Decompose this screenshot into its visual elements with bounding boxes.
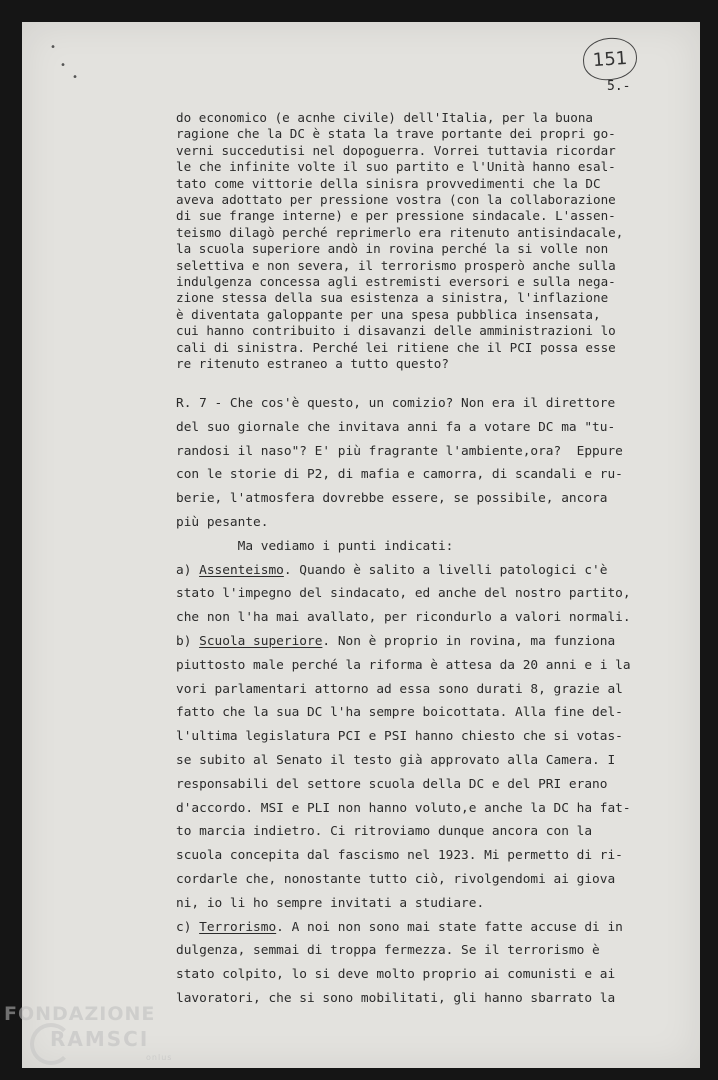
section-heading: Assenteismo — [199, 562, 284, 578]
question-line: di sue frange interne) e per pressione sindacale. L'assen- — [176, 208, 616, 224]
answer-line: ni, io li ho sempre invitati a studiare. — [176, 895, 485, 911]
answer-line: responsabili del settore scuola della DC e del PRI erano — [176, 776, 608, 792]
question-line: tato come vittorie della sinisra provvedimenti che la DC — [176, 175, 601, 191]
answer-line: b) Scuola superiore. Non è proprio in rovina, ma funziona — [176, 633, 616, 649]
answer-line: stato colpito, lo si deve molto proprio ai comunisti e ai — [176, 967, 616, 983]
question-paragraph — [176, 110, 676, 373]
question-line: do economico (e acnhe civile) dell'Italia, per la buona — [176, 110, 594, 125]
answer-line: a) Assenteismo. Quando è salito a livelli patologici c'è — [176, 562, 608, 578]
fondazione-gramsci-watermark — [4, 1003, 173, 1062]
answer-line: Ma vediamo i punti indicati: — [176, 538, 454, 554]
question-line: zione stessa della sua esistenza a sinistra, l'inflazione — [176, 290, 609, 306]
answer-line: to marcia indietro. Ci ritroviamo dunque ancora con la — [176, 824, 593, 840]
answer-line: lavoratori, che si sono mobilitati, gli hanno sbarrato la — [176, 990, 616, 1006]
logo-line2: RAMSCI — [50, 1027, 150, 1051]
answer-line: l'ultima legislatura PCI e PSI hanno chiesto che si votas- — [176, 729, 623, 745]
answer-line: piuttosto male perché la riforma è attesa da 20 anni e i la — [176, 657, 631, 673]
question-line: cui hanno contribuito i disavanzi delle amministrazioni lo — [176, 323, 616, 339]
logo-line1: FONDAZIONE — [4, 1003, 156, 1025]
question-line: indulgenza concessa agli estremisti eversori e sulla nega- — [176, 274, 616, 290]
question-line: ragione che la DC è stata la trave portante dei propri go- — [176, 126, 616, 142]
answer-line: più pesante. — [176, 514, 269, 530]
answer-line: dulgenza, semmai di troppa fermezza. Se il terrorismo è — [176, 943, 600, 959]
question-line: verni succedutisi nel dopoguerra. Vorrei tuttavia ricordar — [176, 142, 616, 158]
answer-line: berie, l'atmosfera dovrebbe essere, se possibile, ancora — [176, 491, 608, 507]
answer-line: R. 7 - Che cos'è questo, un comizio? Non era il direttore — [176, 396, 616, 411]
answer-line: vori parlamentari attorno ad essa sono durati 8, grazie al — [176, 681, 623, 697]
section-heading: Scuola superiore — [199, 633, 323, 649]
answer-line: che non l'ha mai avallato, per ricondurlo a valori normali. — [176, 610, 631, 626]
answer-line: d'accordo. MSI e PLI non hanno voluto,e anche la DC ha fat- — [176, 800, 631, 816]
question-line: teismo dilagò perché reprimerlo era ritenuto antisindacale, — [176, 224, 624, 240]
answer-line: c) Terrorismo. A noi non sono mai state fatte accuse di in — [176, 919, 623, 935]
answer-line: con le storie di P2, di mafia e camorra, di scandali e ru- — [176, 467, 623, 483]
margin-mark: • — [72, 72, 79, 83]
archive-number: 151 — [592, 47, 628, 71]
logo-suffix: onlus — [146, 1053, 173, 1062]
question-line: re ritenuto estraneo a tutto questo? — [176, 356, 449, 372]
section-heading: Terrorismo — [199, 919, 277, 935]
answer-line: cordarle che, nonostante tutto ciò, rivolgendomi ai giova — [176, 871, 616, 887]
question-line: cali di sinistra. Perché lei ritiene che il PCI possa esse — [176, 339, 616, 355]
answer-line: stato l'impegno del sindacato, ed anche del nostro partito, — [176, 586, 631, 602]
question-line: selettiva e non severa, il terrorismo prosperò anche sulla — [176, 257, 616, 273]
question-line: è diventata galoppante per una spesa pubblica insensata, — [176, 306, 601, 322]
question-line: aveva adottato per pressione vostra (con la collaborazione — [176, 192, 616, 208]
question-line: la scuola superiore andò in rovina perché la si volle non — [176, 241, 609, 257]
answer-line: scuola concepita dal fascismo nel 1923. Mi permetto di ri- — [176, 848, 623, 864]
answer-line: se subito al Senato il testo già approvato alla Camera. I — [176, 752, 616, 768]
question-line: le che infinite volte il suo partito e l'Unità hanno esal- — [176, 159, 616, 175]
margin-mark: • — [60, 60, 67, 71]
answer-section — [176, 392, 676, 1011]
page-number: 5.- — [607, 79, 631, 94]
answer-line: fatto che la sua DC l'ha sempre boicottata. Alla fine del- — [176, 705, 623, 721]
answer-line: del suo giornale che invitava anni fa a votare DC ma "tu- — [176, 419, 616, 435]
margin-mark: • — [50, 42, 57, 53]
answer-line: randosi il naso"? E' più fragrante l'ambiente,ora? Eppure — [176, 443, 623, 459]
